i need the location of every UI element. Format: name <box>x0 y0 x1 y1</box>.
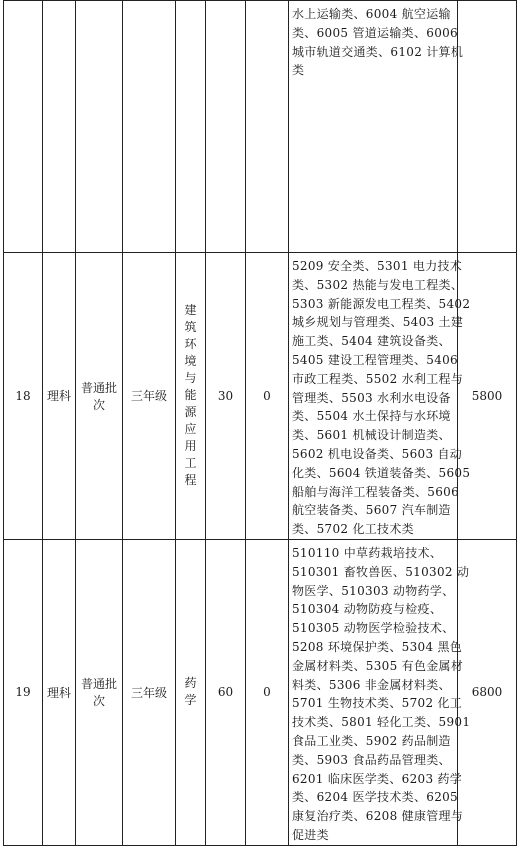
table-row <box>4 253 517 540</box>
requirement-line: 城市轨道交通类、6102 计算机 <box>292 44 464 59</box>
plan-count-cell <box>206 1 246 253</box>
requirement-line: 类、5302 热能与发电工程类、 <box>292 277 464 292</box>
extra-count-cell: 0 <box>246 253 289 540</box>
requirement-cell <box>289 539 471 845</box>
row-number-cell <box>4 1 43 253</box>
requirement-line: 5208 环境保护类、5304 黑色 <box>292 639 463 654</box>
tuition-cell <box>458 1 517 253</box>
subject-cell <box>43 1 76 253</box>
batch-cell: 普通批次 <box>76 539 123 845</box>
requirement-line: 城乡规划与管理类、5403 土建 <box>292 315 464 330</box>
requirement-line: 施工类、5404 建筑设备类、 <box>292 334 451 349</box>
requirement-line: 6201 临床医学类、6203 药学 <box>292 771 463 786</box>
length-cell: 三年级 <box>123 539 176 845</box>
requirement-line: 类、6005 管道运输类、6006 <box>292 25 458 40</box>
admission-plan-table <box>3 0 517 846</box>
requirement-line: 技术类、5801 轻化工类、5901 <box>292 715 471 730</box>
major-cell: 建筑环境与能源应用工程 <box>176 253 206 540</box>
requirement-line: 食品工业类、5902 药品制造 <box>292 733 451 748</box>
table-row <box>4 539 517 845</box>
length-cell <box>123 1 176 253</box>
major-cell <box>176 1 206 253</box>
requirement-line: 康复治疗类、6208 健康管理与 <box>292 809 464 824</box>
subject-cell: 理科 <box>43 253 76 540</box>
batch-cell <box>76 1 123 253</box>
requirement-cell <box>289 253 471 540</box>
requirement-line: 510305 动物医学检验技术、 <box>292 621 455 636</box>
requirement-line: 金属材料类、5305 有色金属材 <box>292 658 464 673</box>
requirement-line: 航空装备类、5607 汽车制造 <box>292 503 451 518</box>
requirement-line: 水上运输类、6004 航空运输 <box>292 7 451 21</box>
row-number-cell: 19 <box>4 539 43 845</box>
tuition-cell: 6800 <box>458 539 517 845</box>
requirement-line: 5405 建设工程管理类、5406 <box>292 352 458 367</box>
requirement-line: 5303 新能源发电工程类、5402 <box>292 296 471 311</box>
requirement-line: 料类、5306 非金属材料类、 <box>292 677 451 692</box>
batch-cell: 普通批次 <box>76 253 123 540</box>
table-row <box>4 1 517 253</box>
requirement-line: 5209 安全类、5301 电力技术 <box>292 259 463 273</box>
subject-cell: 理科 <box>43 539 76 845</box>
requirement-line: 类 <box>292 63 305 78</box>
requirement-line: 物医学、510303 动物药学、 <box>292 583 455 598</box>
extra-count-cell: 0 <box>246 539 289 845</box>
requirement-line: 市政工程类、5502 水利工程与 <box>292 371 464 386</box>
requirement-line: 类、5601 机械设计制造类、 <box>292 428 451 443</box>
extra-count-cell <box>246 1 289 253</box>
requirement-line: 船舶与海洋工程装备类、5606 <box>292 484 460 499</box>
requirement-line: 管理类、5503 水利水电设备 <box>292 390 451 405</box>
requirement-line: 510301 畜牧兽医、510302 动 <box>292 564 470 579</box>
tuition-cell: 5800 <box>458 253 517 540</box>
requirement-line: 类、5702 化工技术类 <box>292 522 414 537</box>
requirement-line: 化类、5604 铁道装备类、5605 <box>292 465 471 480</box>
plan-count-cell: 30 <box>206 253 246 540</box>
requirement-line: 510304 动物防疫与检疫、 <box>292 602 443 617</box>
requirement-cell <box>289 1 464 253</box>
row-number-cell: 18 <box>4 253 43 540</box>
requirement-line: 促进类 <box>292 827 329 842</box>
requirement-line: 510110 中草药栽培技术、 <box>292 545 443 560</box>
requirement-line: 类、5504 水土保持与水环境 <box>292 409 451 424</box>
requirement-line: 5701 生物技术类、5702 化工 <box>292 696 463 711</box>
requirement-line: 类、5903 食品药品管理类、 <box>292 752 451 767</box>
plan-count-cell: 60 <box>206 539 246 845</box>
requirement-line: 5602 机电设备类、5603 自动 <box>292 446 463 461</box>
length-cell: 三年级 <box>123 253 176 540</box>
requirement-line: 类、6204 医学技术类、6205 <box>292 790 458 805</box>
major-cell: 药学 <box>176 539 206 845</box>
